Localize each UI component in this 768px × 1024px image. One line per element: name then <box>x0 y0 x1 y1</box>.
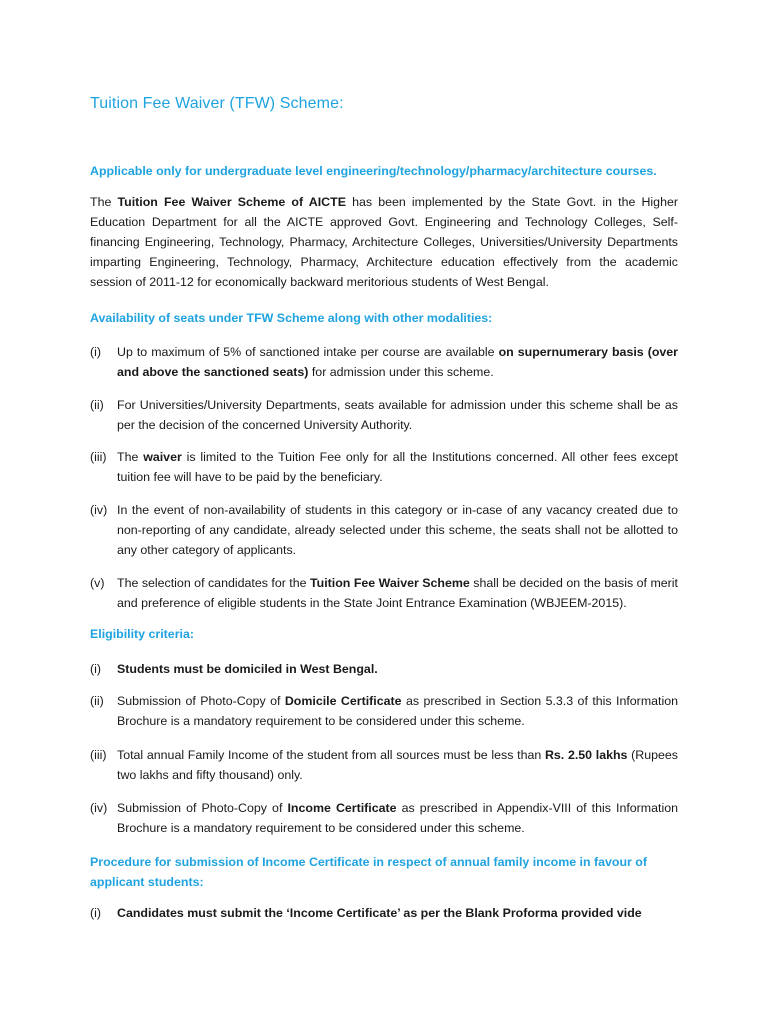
eligibility-item-2: (ii) Submission of Photo-Copy of Domicile Certificate as prescribed in Section 5.3.3 of this Information Brochure is a mandatory requirement to be considered under this scheme. <box>90 694 679 728</box>
availability-item-5: (v) The selection of candidates for the Tuition Fee Waiver Scheme shall be decided on the basis of merit and preference of eligible students in the State Joint Entrance Examination (WBJEEM-2015). <box>90 576 678 610</box>
availability-item-2: (ii) For Universities/University Departments, seats available for admission under this scheme shall be as per the decision of the concerned University Authority. <box>90 398 678 432</box>
eligibility-heading: Eligibility criteria: <box>90 627 194 641</box>
page-title: Tuition Fee Waiver (TFW) Scheme: <box>90 95 344 112</box>
procedure-item-1: (i) Candidates must submit the ‘Income Certificate’ as per the Blank Proforma provided vide <box>90 906 642 920</box>
procedure-heading: Procedure for submission of Income Certificate in respect of annual family income in favour of applicant students: <box>90 855 648 889</box>
availability-item-4: (iv) In the event of non-availability of students in this category or in-case of any vacancy created due to non-reporting of any candidate, already selected under this scheme, the seats shall not be allotted to any other category of applicants. <box>90 503 678 557</box>
eligibility-item-4: (iv) Submission of Photo-Copy of Income Certificate as prescribed in Appendix-VIII of this Information Brochure is a mandatory requirement to be considered under this scheme. <box>90 801 679 835</box>
availability-heading: Availability of seats under TFW Scheme along with other modalities: <box>90 311 493 325</box>
availability-item-1: (i) Up to maximum of 5% of sanctioned intake per course are available on supernumerary basis (over and above the sanctioned seats) for admission under this scheme. <box>90 345 678 379</box>
eligibility-item-3: (iii) Total annual Family Income of the student from all sources must be less than Rs. 2.50 lakhs (Rupees two lakhs and fifty thousand) only. <box>90 748 678 782</box>
intro-paragraph: The Tuition Fee Waiver Scheme of AICTE has been implemented by the State Govt. in the Higher Education Department for all the AICTE approved Govt. Engineering and Technology Colleges, Self-financing Engineering, Technology, Pharmacy, Architecture Colleges, Universities/University Departments imparting Engineering, Technology, Pharmacy, Architecture education effectively from the academic session of 2011-12 for economically backward meritorious students of West Bengal. <box>90 195 678 289</box>
applicable-note: Applicable only for undergraduate level engineering/technology/pharmacy/architecture courses. <box>90 164 657 178</box>
availability-item-3: (iii) The waiver is limited to the Tuition Fee only for all the Institutions concerned. All other fees except tuition fee will have to be paid by the beneficiary. <box>90 450 678 484</box>
eligibility-item-1: (i) Students must be domiciled in West Bengal. <box>90 662 378 676</box>
